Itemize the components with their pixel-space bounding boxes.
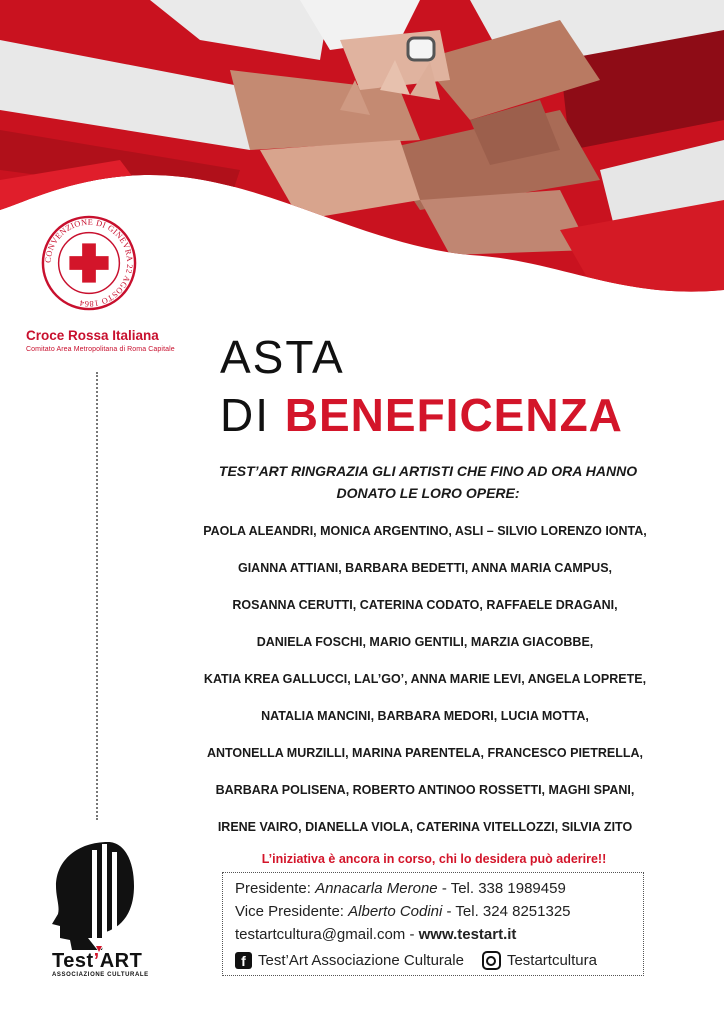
artists-list — [160, 524, 690, 857]
testart-subtitle: ASSOCIAZIONE CULTURALE — [52, 972, 149, 978]
contact-box — [222, 872, 644, 976]
title-prefix: DI — [220, 389, 270, 441]
president-label: Presidente: — [235, 880, 311, 897]
facebook-icon: f — [235, 952, 252, 969]
artists-line: ANTONELLA MURZILLI, MARINA PARENTELA, FRANCESCO PIETRELLA, — [206, 746, 644, 760]
intro-line-2: DONATO LE LORO OPERE: — [336, 485, 520, 501]
dotted-divider — [96, 372, 98, 820]
facebook-link[interactable]: Test’Art Associazione Culturale — [258, 952, 464, 969]
emblem-ring-text: CONVENZIONE DI GINEVRA 22 AGOSTO 1864 — [43, 217, 135, 309]
title-line-1: ASTA — [220, 331, 345, 383]
testart-wordmark — [52, 950, 152, 973]
intro-text — [168, 460, 688, 504]
artists-line: GIANNA ATTIANI, BARBARA BEDETTI, ANNA MARIA CAMPUS, — [237, 561, 613, 575]
vice-president-row — [235, 903, 643, 926]
instagram-icon — [482, 951, 501, 970]
vice-president-phone[interactable]: - Tel. 324 8251325 — [446, 903, 571, 920]
artists-line: BARBARA POLISENA, ROBERTO ANTINOO ROSSETTI, MAGHI SPANI, — [215, 783, 635, 797]
title-line-2 — [220, 388, 623, 442]
vice-president-name: Alberto Codini — [348, 903, 443, 920]
vice-president-label: Vice Presidente: — [235, 903, 344, 920]
organization-name: Croce Rossa Italiana — [26, 328, 159, 343]
artists-line: NATALIA MANCINI, BARBARA MEDORI, LUCIA MOTTA, — [261, 709, 589, 723]
president-phone[interactable]: - Tel. 338 1989459 — [441, 880, 566, 897]
social-row — [235, 949, 643, 972]
email-link[interactable]: testartcultura@gmail.com — [235, 926, 406, 943]
separator: - — [409, 926, 415, 943]
artists-line: KATIA KREA GALLUCCI, LAL’GO’, ANNA MARIE LEVI, ANGELA LOPRETE, — [203, 672, 647, 686]
intro-line-1: TEST’ART RINGRAZIA GLI ARTISTI CHE FINO AD ORA HANNO — [218, 463, 638, 479]
email-website-row — [235, 926, 643, 949]
instagram-link[interactable]: Testartcultura — [506, 952, 597, 969]
artists-line: ROSANNA CERUTTI, CATERINA CODATO, RAFFAELE DRAGANI, — [232, 598, 618, 612]
website-link[interactable]: www.testart.it — [418, 926, 517, 943]
artists-line: DANIELA FOSCHI, MARIO GENTILI, MARZIA GIACOBBE, — [256, 635, 594, 649]
president-name: Annacarla Merone — [315, 880, 438, 897]
organization-subtitle: Comitato Area Metropolitana di Roma Capitale — [26, 346, 175, 353]
artists-line: PAOLA ALEANDRI, MONICA ARGENTINO, ASLI – SILVIO LORENZO IONTA, — [203, 524, 647, 538]
title-highlight: BENEFICENZA — [284, 389, 623, 441]
president-row — [235, 880, 643, 903]
testart-name-part1: Test — [52, 950, 94, 972]
testart-name-part2: ART — [99, 950, 143, 972]
red-cross-emblem-icon — [40, 214, 138, 312]
testart-apostrophe: ’ — [93, 950, 100, 972]
notice-text: L’iniziativa è ancora in corso, chi lo desidera può aderire!! — [261, 852, 607, 866]
artists-line: IRENE VAIRO, DIANELLA VIOLA, CATERINA VITELLOZZI, SILVIA ZITO — [217, 820, 633, 834]
testart-head-logo-icon — [48, 836, 138, 956]
